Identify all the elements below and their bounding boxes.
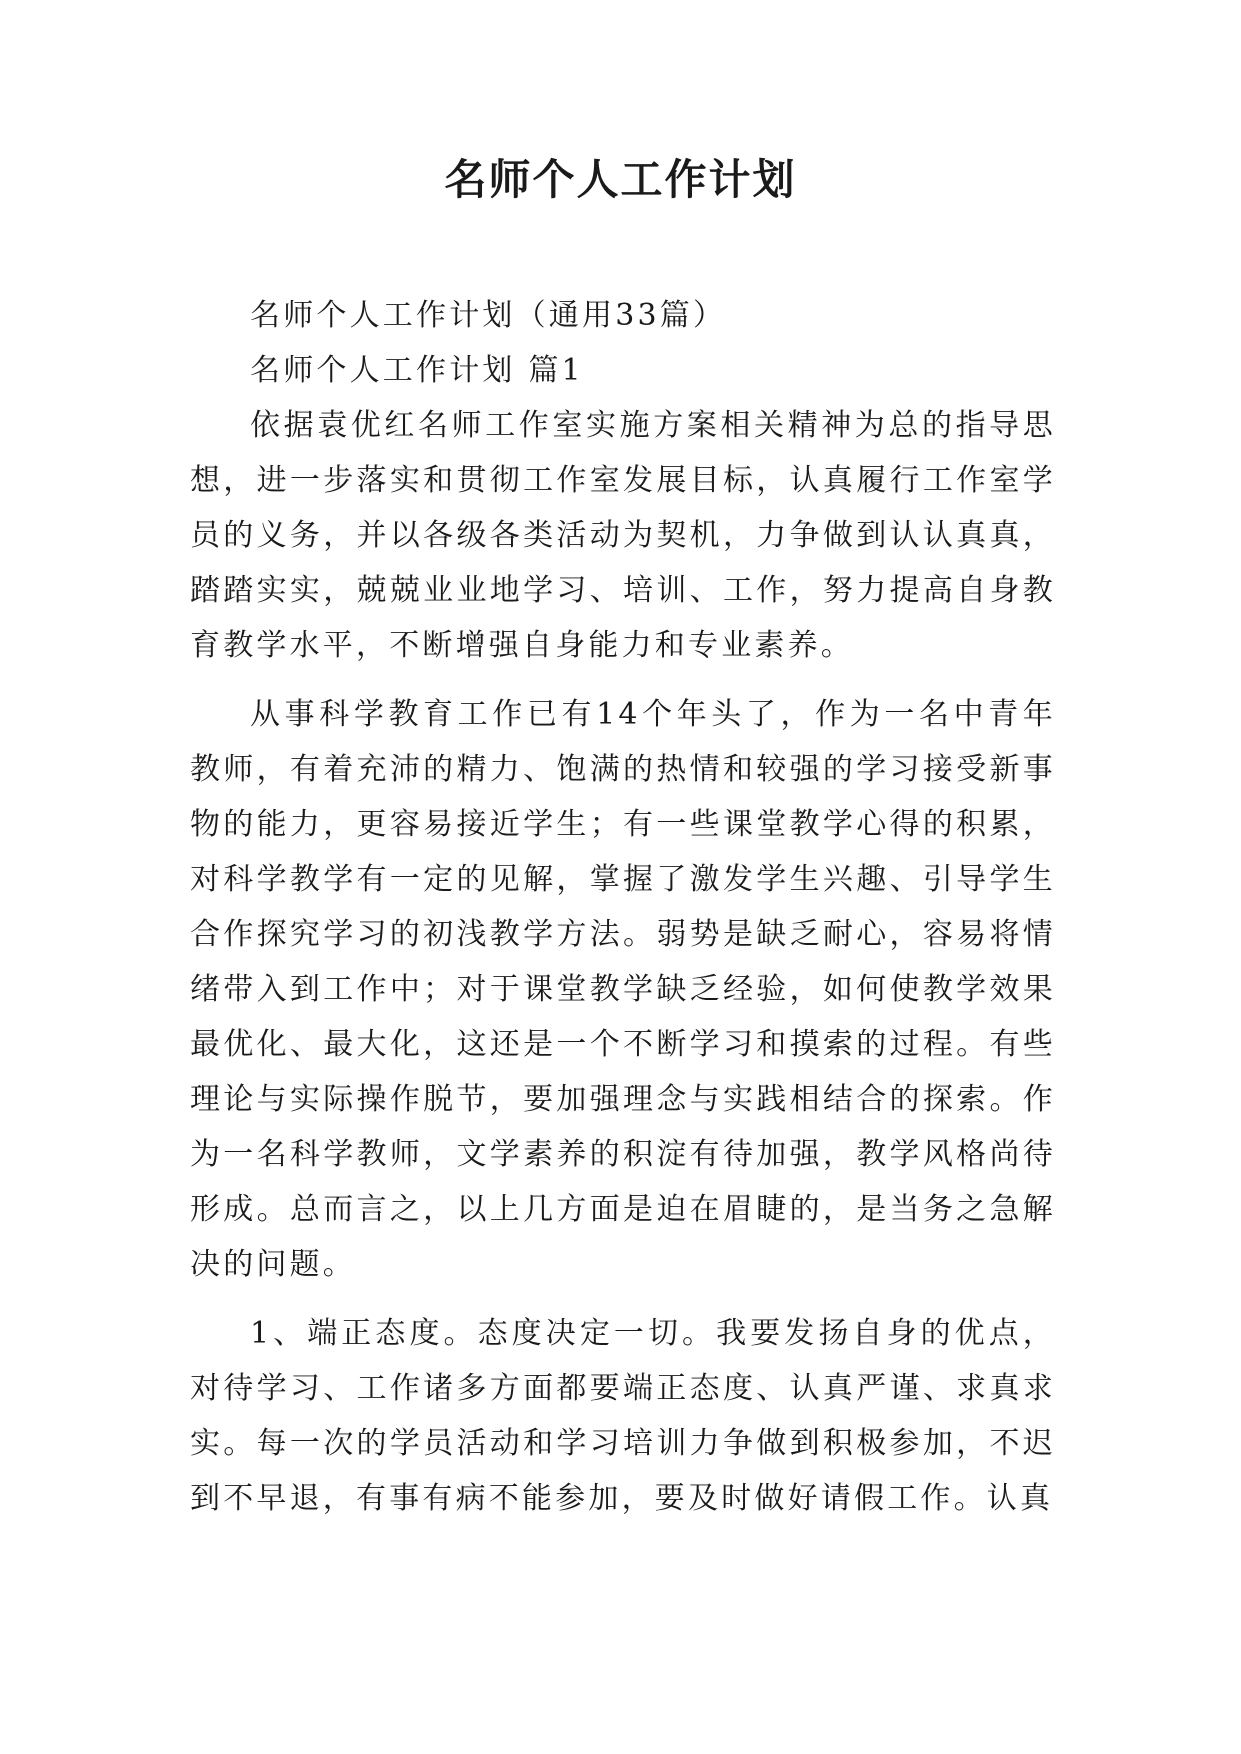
paragraph-3: 1、端正态度。态度决定一切。我要发扬自身的优点，对待学习、工作诸多方面都要端正态度、认真严谨、求真求实。每一次的学员活动和学习培训力争做到积极参加，不迟到不早退，有事有病不能参加，要及时做好请假工作。认真 bbox=[190, 1316, 1056, 1516]
document-subtitle: 名师个人工作计划（通用33篇） bbox=[250, 298, 727, 333]
document-title: 名师个人工作计划 bbox=[444, 155, 797, 204]
paragraph-1: 依据袁优红名师工作室实施方案相关精神为总的指导思想，进一步落实和贯彻工作室发展目标，认真履行工作室学员的义务，并以各级各类活动为契机，力争做到认认真真，踏踏实实，兢兢业业地学习、培训、工作，努力提高自身教育教学水平，不断增强自身能力和专业素养。 bbox=[190, 408, 1056, 663]
paragraph-2: 从事科学教育工作已有14个年头了，作为一名中青年教师，有着充沛的精力、饱满的热情和较强的学习接受新事物的能力，更容易接近学生；有一些课堂教学心得的积累，对科学教学有一定的见解，掌握了激发学生兴趣、引导学生合作探究学习的初浅教学方法。弱势是缺乏耐心，容易将情绪带入到工作中；对于课堂教学缺乏经验，如何使教学效果最优化、最大化，这还是一个不断学习和摸索的过程。有些理论与实际操作脱节，要加强理念与实践相结合的探索。作为一名科学教师，文学素养的积淀有待加强，教学风格尚待形成。总而言之，以上几方面是迫在眉睫的，是当务之急解决的问题。 bbox=[190, 697, 1056, 1282]
document-body bbox=[190, 288, 1056, 1526]
section-heading: 名师个人工作计划 篇1 bbox=[250, 353, 584, 388]
